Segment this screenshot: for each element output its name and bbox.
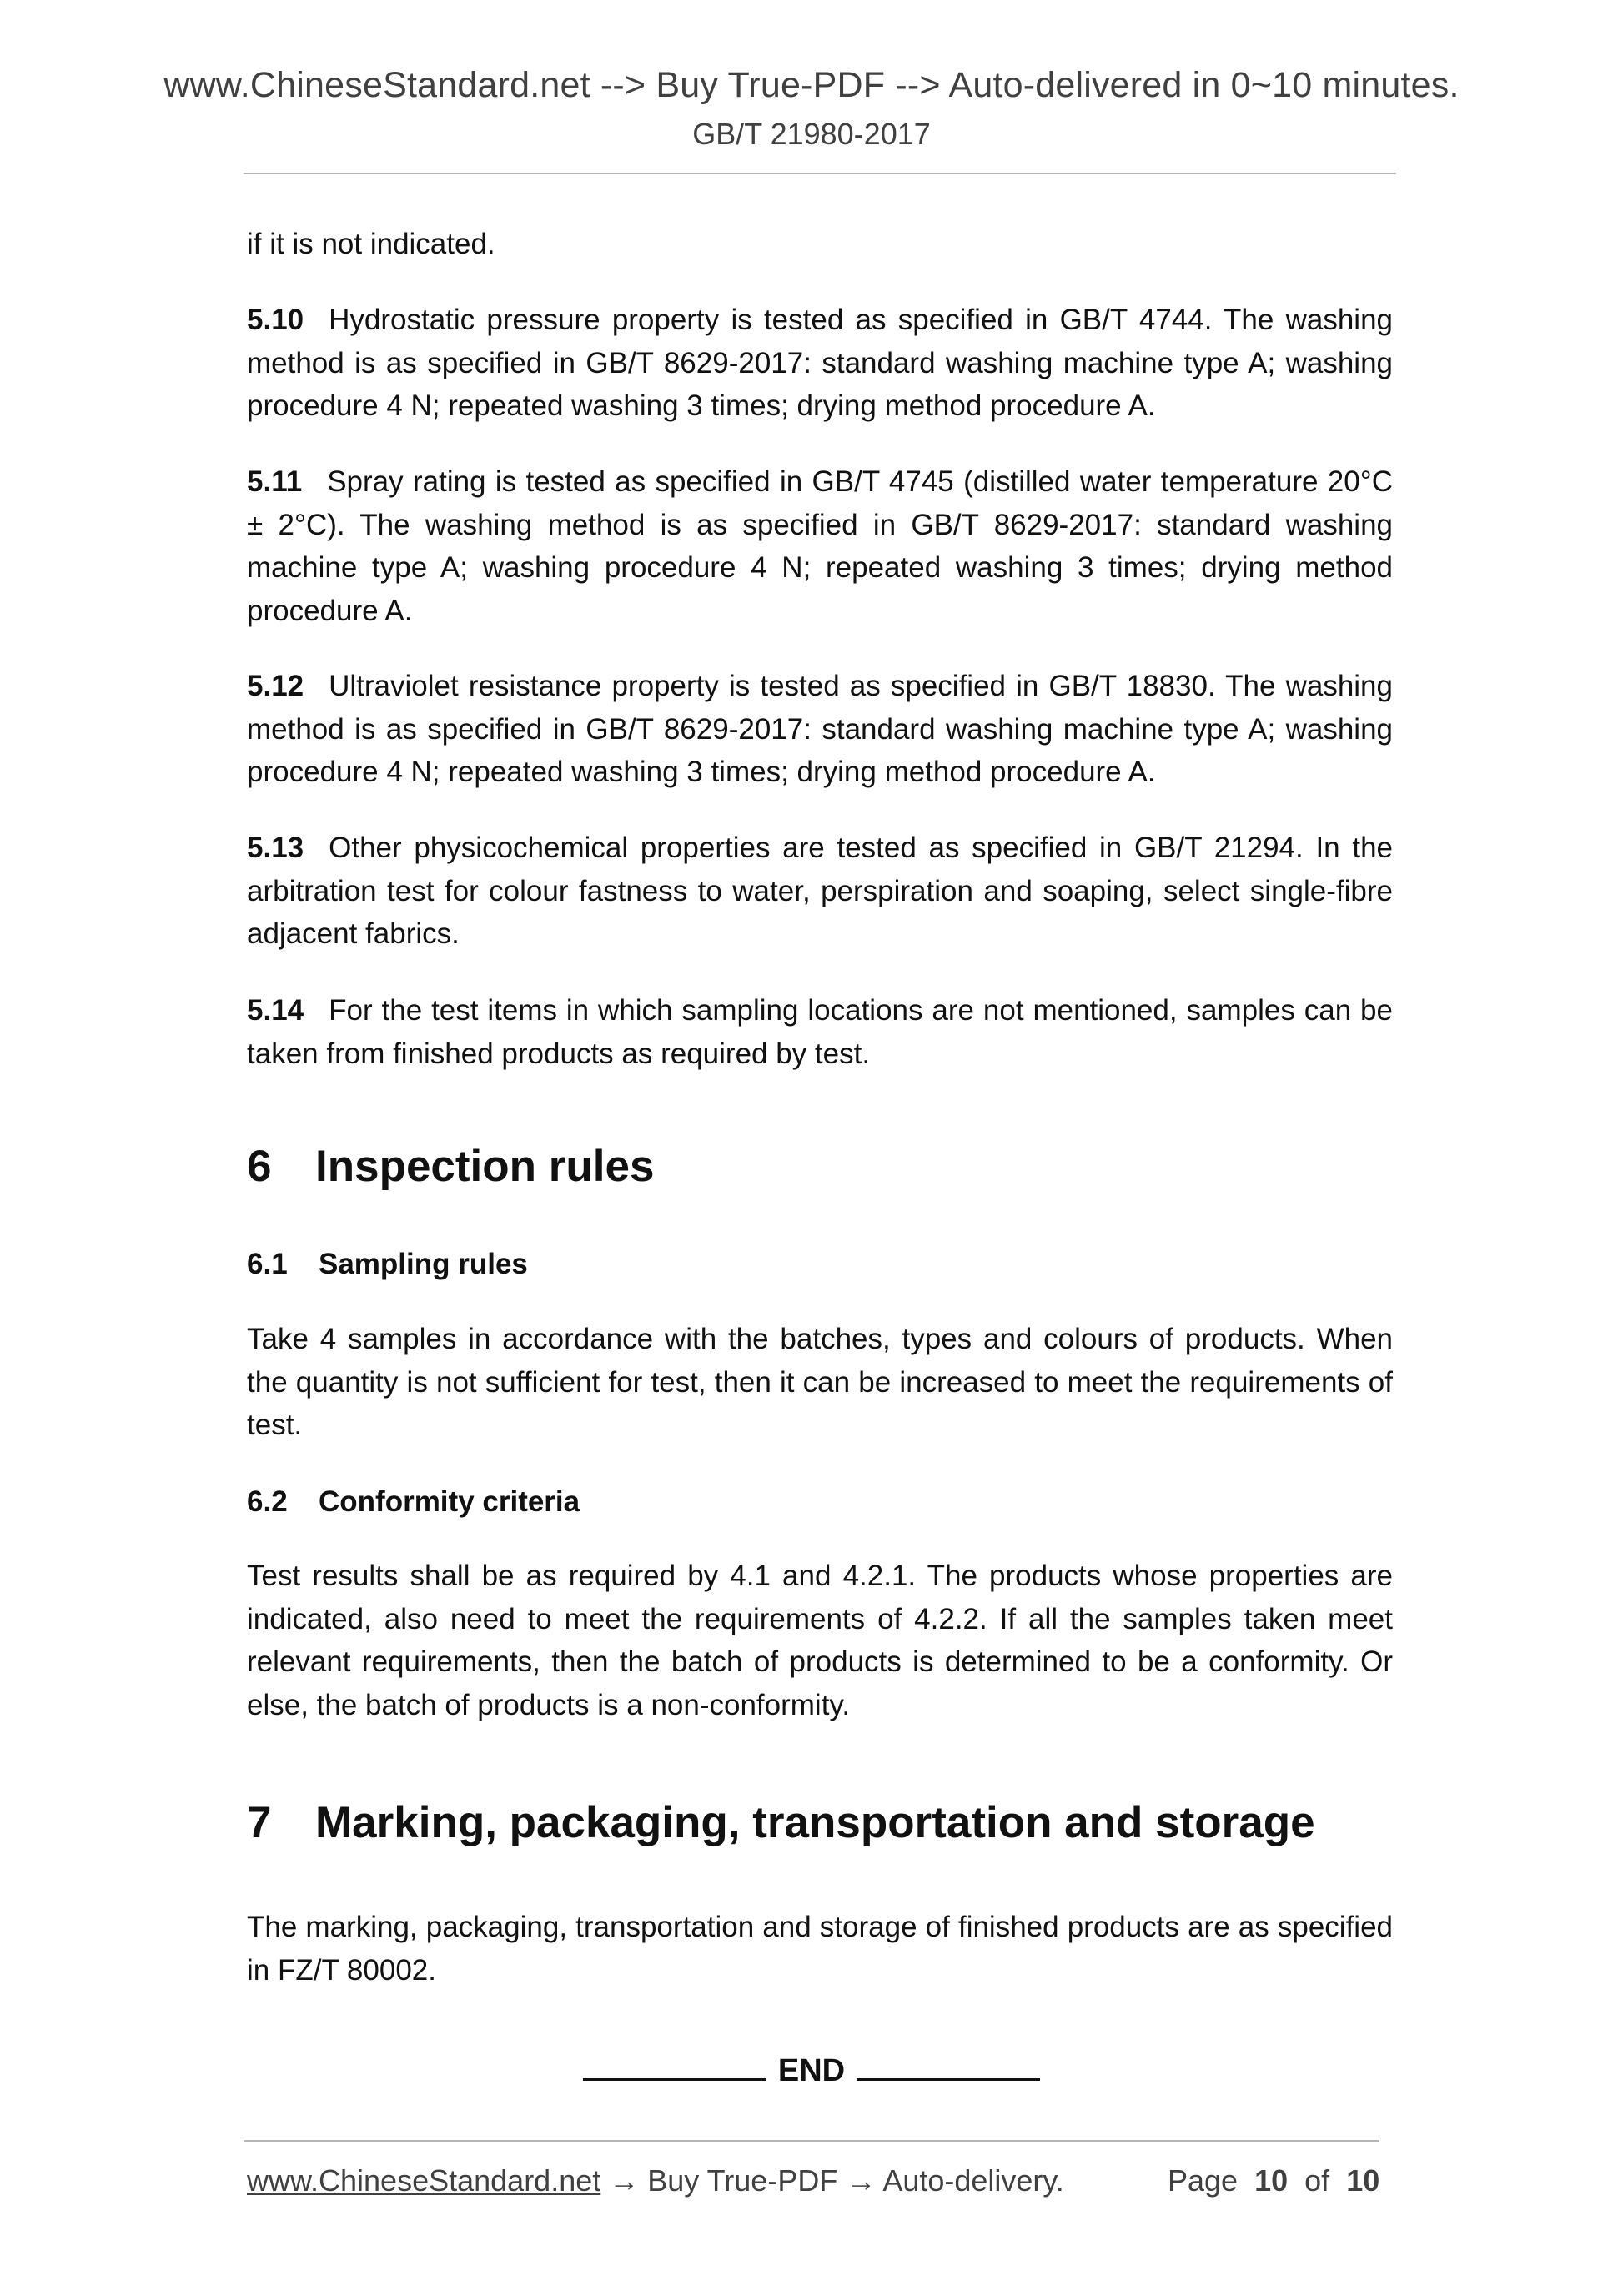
sampling-rules-text: Take 4 samples in accordance with the batches, types and colours of products. When the quantity is not sufficient for test, then it can be increased to meet the requirements of test. (247, 1323, 1393, 1441)
page-total: 10 (1346, 2163, 1380, 2198)
clause-text: Other physicochemical properties are tested as specified in GB/T 21294. In the arbitration test for colour fastness to water, perspiration and soaping, select single-fibre adjacent fabrics. (247, 831, 1393, 950)
section-title: Marking, packaging, transportation and storage (315, 1798, 1315, 1847)
page-label: Page (1168, 2163, 1239, 2198)
header-banner: www.ChineseStandard.net --> Buy True-PDF --> Auto-delivered in 0~10 minutes. (163, 65, 1460, 105)
section-number: 7 (247, 1798, 272, 1847)
clause-number: 5.14 (247, 994, 304, 1027)
of-label: of (1304, 2163, 1330, 2198)
subsection-number: 6.2 (247, 1485, 288, 1518)
site-link[interactable]: www.ChineseStandard.net (247, 2163, 601, 2198)
section-heading-6 (247, 1141, 654, 1192)
clause-5-12 (247, 665, 1393, 794)
subsection-heading-6-2 (247, 1485, 580, 1519)
clause-text: Hydrostatic pressure property is tested as specified in GB/T 4744. The washing method is as specified in GB/T 8629-2017: standard washing machine type A; washing procedure 4 N; repeated washing 3 times; drying method procedure A. (247, 304, 1393, 422)
clause-number: 5.11 (247, 465, 303, 498)
clause-5-11 (247, 460, 1393, 632)
header-divider (244, 173, 1396, 174)
end-marker (0, 2050, 1623, 2089)
subsection-number: 6.1 (247, 1248, 288, 1280)
subsection-title: Sampling rules (319, 1248, 528, 1280)
section-heading-7 (247, 1797, 1315, 1848)
subsection-title: Conformity criteria (319, 1485, 580, 1518)
marking-text: The marking, packaging, transportation and storage of finished products are as specified in FZ/T 80002. (247, 1911, 1393, 1987)
end-right-rule (857, 2050, 1040, 2081)
end-label: END (777, 2053, 846, 2088)
page-current: 10 (1254, 2163, 1289, 2198)
section-title: Inspection rules (315, 1142, 655, 1191)
page-indicator (1168, 2163, 1379, 2198)
clause-number: 5.13 (247, 831, 304, 864)
end-left-rule (583, 2050, 766, 2081)
clause-text: Spray rating is tested as specified in GB/T 4745 (distilled water temperature 20°C ± 2°C). The washing method is as specified in GB/T 8629-2017: standard washing machine type A; washing procedure 4 N; repeated washing 3 times; drying method procedure A. (247, 465, 1393, 627)
continuation-text: if it is not indicated. (247, 228, 495, 260)
clause-5-14 (247, 989, 1393, 1075)
conformity-criteria-text: Test results shall be as required by 4.1 and 4.2.1. The products whose properties are indicated, also need to meet the requirements of 4.2.2. If all the samples taken meet relevant requirements, then the batch of products is determined to be a conformity. Or else, the batch of products is a non-conformity. (247, 1560, 1393, 1721)
subsection-heading-6-1 (247, 1248, 528, 1281)
section-number: 6 (247, 1142, 272, 1191)
footer-divider (244, 2140, 1379, 2142)
footer-promo (247, 2163, 1064, 2198)
clause-5-10 (247, 299, 1393, 428)
clause-number: 5.12 (247, 670, 304, 702)
footer-promo-text: → Buy True-PDF → Auto-delivery. (600, 2163, 1064, 2198)
clause-text: Ultraviolet resistance property is tested as specified in GB/T 18830. The washing method is as specified in GB/T 8629-2017: standard washing machine type A; washing procedure 4 N; repeated washing 3 times; drying method procedure A. (247, 670, 1393, 788)
clause-5-13 (247, 826, 1393, 956)
standard-code: GB/T 21980-2017 (692, 117, 931, 151)
clause-text: For the test items in which sampling locations are not mentioned, samples can be taken from finished products as required by test. (247, 994, 1393, 1070)
clause-number: 5.10 (247, 304, 304, 336)
